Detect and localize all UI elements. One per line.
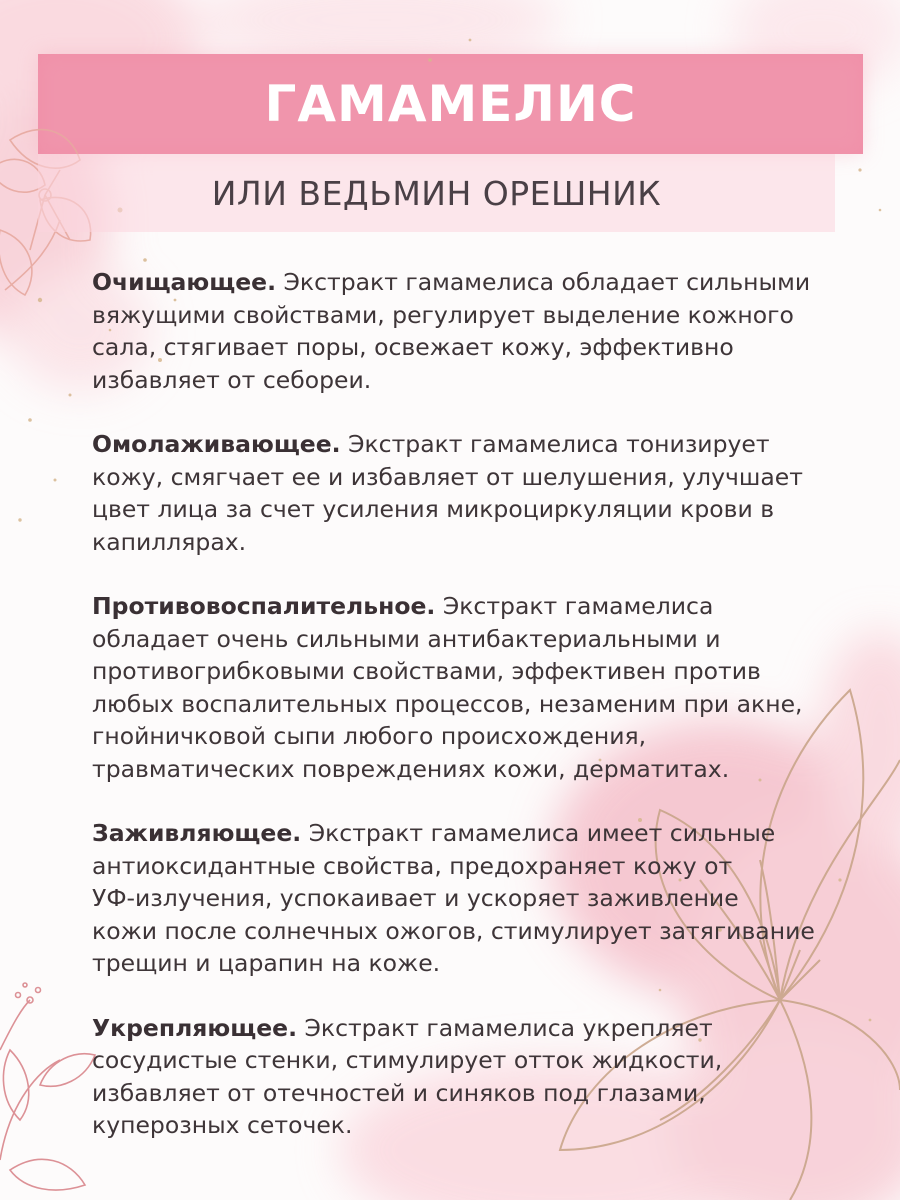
- subtitle-banner: [38, 154, 835, 232]
- section-line: любых воспалительных процессов, незаменим при акне,: [92, 689, 803, 718]
- section-line: сала, стягивает поры, освежает кожу, эффективно: [92, 333, 734, 361]
- section-line: цвет лица за счет усиления микроциркуляции крови в: [92, 495, 775, 523]
- section-line: трещин и царапин на коже.: [92, 949, 441, 977]
- line-art-leaves-bottom-left: [0, 983, 95, 1190]
- section-line: травматических повреждениях кожи, дерматитах.: [92, 754, 730, 783]
- section-line: избавляет от отечностей и синяков под глазами,: [92, 1078, 706, 1107]
- section-rejuvenating: [92, 428, 822, 558]
- page-subtitle: ИЛИ ВЕДЬМИН ОРЕШНИК: [211, 173, 662, 213]
- section-line: антиоксидантные свойства, предохраняет кожу от: [92, 851, 733, 880]
- section-heading: Омолаживающее.: [92, 430, 341, 458]
- section-line: капиллярах.: [92, 527, 247, 556]
- page-title: ГАМАМЕЛИС: [264, 75, 637, 133]
- section-first-line: Омолаживающее. Экстракт гамамелиса тонизирует: [92, 430, 770, 458]
- section-first-line: Очищающее. Экстракт гамамелиса обладает сильными: [92, 268, 811, 296]
- section-first-line: Заживляющее. Экстракт гамамелиса имеет сильные: [92, 819, 776, 847]
- section-line: кожу, смягчает ее и избавляет от шелушения, улучшает: [92, 462, 803, 491]
- section-heading: Заживляющее.: [92, 819, 302, 847]
- section-healing: [92, 817, 822, 980]
- title-banner: [38, 54, 863, 154]
- section-first-line: Противовоспалительное. Экстракт гамамелиса: [92, 592, 714, 620]
- section-anti-inflammatory: [92, 590, 822, 785]
- section-line: противогрибковыми свойствами, эффективен против: [92, 657, 761, 685]
- section-line: гнойничковой сыпи любого происхождения,: [92, 722, 647, 750]
- section-line: сосудистые стенки, стимулирует отток жидкости,: [92, 1046, 723, 1074]
- content-body: [92, 266, 822, 1174]
- section-line: УФ-излучения, успокаивает и ускоряет заживление: [92, 884, 739, 912]
- section-line: куперозных сеточек.: [92, 1111, 353, 1139]
- section-strengthening: [92, 1012, 822, 1142]
- section-cleansing: [92, 266, 822, 396]
- section-line: избавляет от себореи.: [92, 365, 372, 394]
- section-first-line: Укрепляющее. Экстракт гамамелиса укрепляет: [92, 1013, 713, 1042]
- section-line: обладает очень сильными антибактериальными и: [92, 624, 721, 653]
- section-heading: Очищающее.: [92, 268, 277, 296]
- section-line: вяжущими свойствами, регулирует выделение кожного: [92, 300, 794, 329]
- section-heading: Противовоспалительное.: [92, 592, 436, 620]
- section-line: кожи после солнечных ожогов, стимулирует затягивание: [92, 916, 815, 945]
- section-heading: Укрепляющее.: [92, 1013, 297, 1042]
